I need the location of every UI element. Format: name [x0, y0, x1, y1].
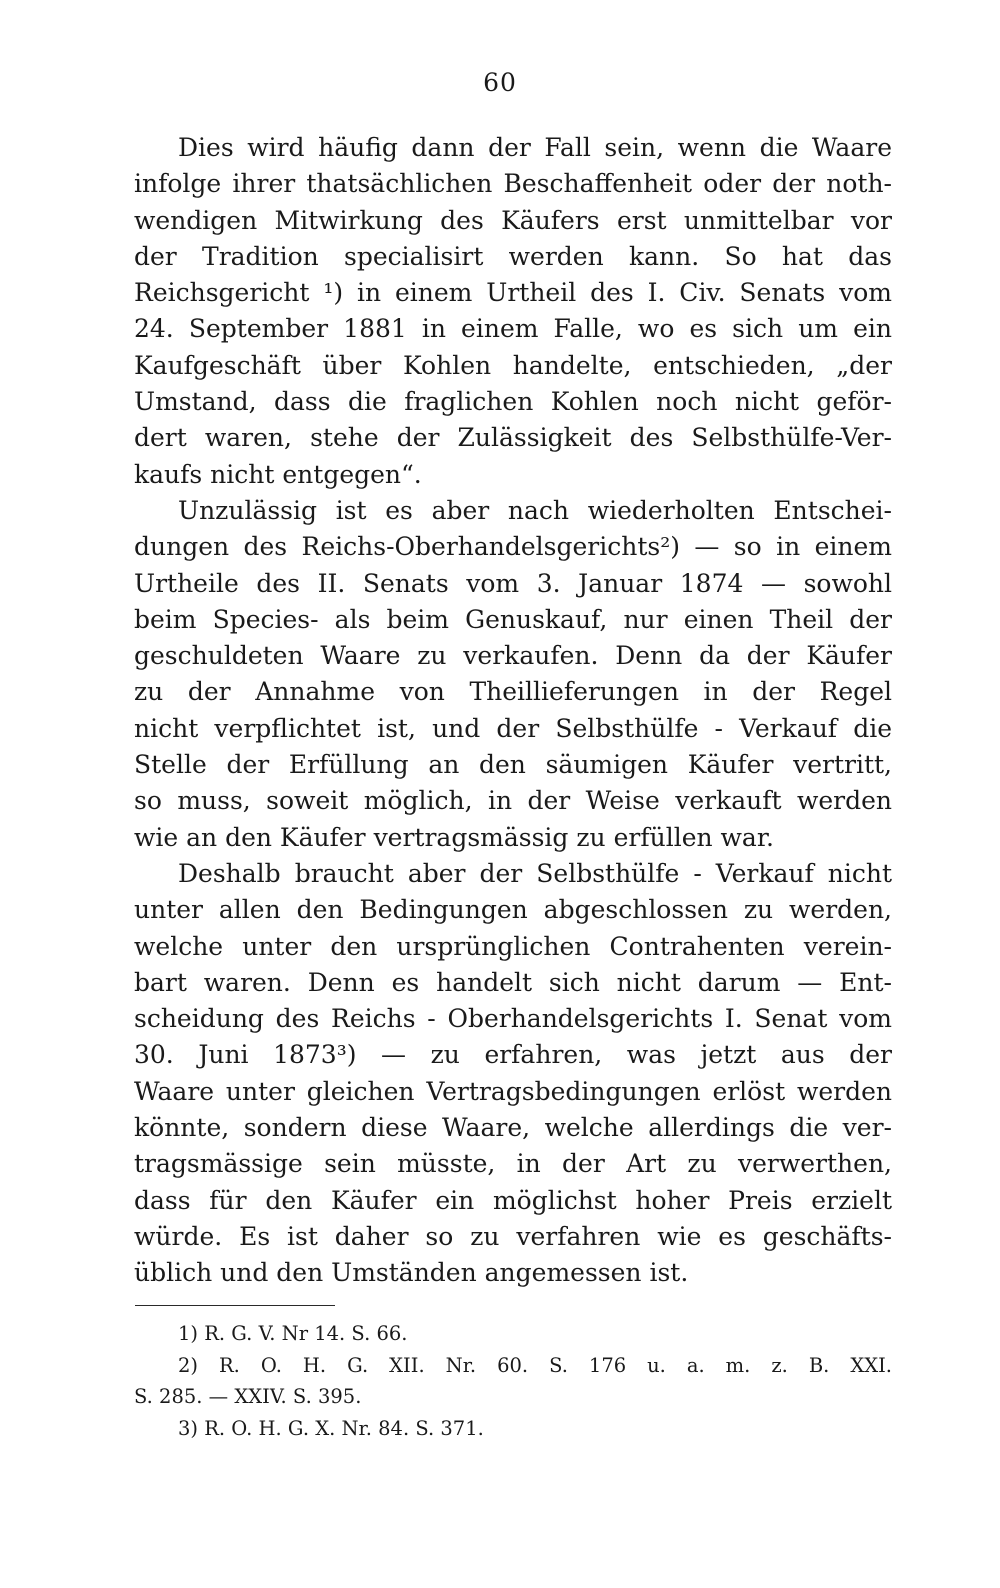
- text-line: Waare unter gleichen Vertragsbedingungen erlöst werden: [134, 1076, 892, 1106]
- text-line: Dies wird häufig dann der Fall sein, wenn die Waare: [178, 133, 892, 162]
- text-line: welche unter den ursprünglichen Contrahenten verein-: [134, 931, 892, 961]
- text-line: tragsmässige sein müsste, in der Art zu verwerthen,: [134, 1149, 892, 1179]
- text-line: unter allen den Bedingungen abgeschlossen zu werden,: [134, 895, 892, 925]
- text-line: geschuldeten Waare zu verkaufen. Denn da der Käufer: [134, 641, 892, 671]
- text-line: nicht verpflichtet ist, und der Selbsthülfe - Verkauf die: [134, 713, 892, 743]
- text-line: 30. Juni 1873³) — zu erfahren, was jetzt aus der: [134, 1040, 892, 1070]
- text-line: könnte, sondern diese Waare, welche allerdings die ver-: [134, 1113, 892, 1143]
- text-line: so muss, soweit möglich, in der Weise verkauft werden: [134, 786, 892, 816]
- footnote-divider: [135, 1305, 335, 1306]
- footnote: 1) R. G. V. Nr 14. S. 66.: [178, 1322, 408, 1345]
- text-line: würde. Es ist daher so zu verfahren wie es geschäfts-: [134, 1221, 892, 1251]
- body-text: [134, 130, 892, 1292]
- text-line: scheidung des Reichs - Oberhandelsgerichts I. Senat vom: [134, 1004, 892, 1034]
- text-line: Reichsgericht ¹) in einem Urtheil des I. Civ. Senats vom: [134, 278, 892, 308]
- text-line: dert waren, stehe der Zulässigkeit des Selbsthülfe-Ver-: [134, 423, 892, 453]
- page-number: 60: [483, 68, 517, 97]
- text-line: Urtheile des II. Senats vom 3. Januar 1874 — sowohl: [134, 568, 892, 598]
- text-line: Kaufgeschäft über Kohlen handelte, entschieden, „der: [134, 350, 892, 380]
- text-line: beim Species- als beim Genuskauf, nur einen Theil der: [134, 604, 892, 634]
- text-line: Umstand, dass die fraglichen Kohlen noch nicht geför-: [134, 387, 892, 417]
- text-line: Unzulässig ist es aber nach wiederholten Entschei-: [178, 495, 892, 525]
- text-line: Deshalb braucht aber der Selbsthülfe - Verkauf nicht: [178, 858, 892, 888]
- text-line: dass für den Käufer ein möglichst hoher Preis erzielt: [134, 1185, 892, 1215]
- footnote: 3) R. O. H. G. X. Nr. 84. S. 371.: [178, 1416, 484, 1440]
- text-line: Stelle der Erfüllung an den säumigen Käufer vertritt,: [134, 750, 892, 780]
- text-line: 24. September 1881 in einem Falle, wo es sich um ein: [134, 314, 892, 344]
- text-line: wie an den Käufer vertragsmässig zu erfüllen war.: [134, 822, 774, 852]
- text-line: üblich und den Umständen angemessen ist.: [134, 1258, 689, 1288]
- footnote: 2) R. O. H. G. XII. Nr. 60. S. 176 u. a. m. z. B. XXI.: [178, 1353, 892, 1377]
- text-line: bart waren. Denn es handelt sich nicht darum — Ent-: [134, 967, 892, 997]
- text-line: der Tradition specialisirt werden kann. So hat das: [134, 241, 892, 271]
- text-line: wendigen Mitwirkung des Käufers erst unmittelbar vor: [134, 205, 892, 235]
- text-line: kaufs nicht entgegen“.: [134, 459, 422, 489]
- text-line: dungen des Reichs-Oberhandelsgerichts²) — so in einem: [134, 532, 892, 562]
- text-line: infolge ihrer thatsächlichen Beschaffenheit oder der noth-: [134, 169, 892, 199]
- text-line: zu der Annahme von Theillieferungen in der Regel: [134, 677, 892, 707]
- footnotes: [134, 1318, 892, 1444]
- footnote: S. 285. — XXIV. S. 395.: [134, 1385, 362, 1408]
